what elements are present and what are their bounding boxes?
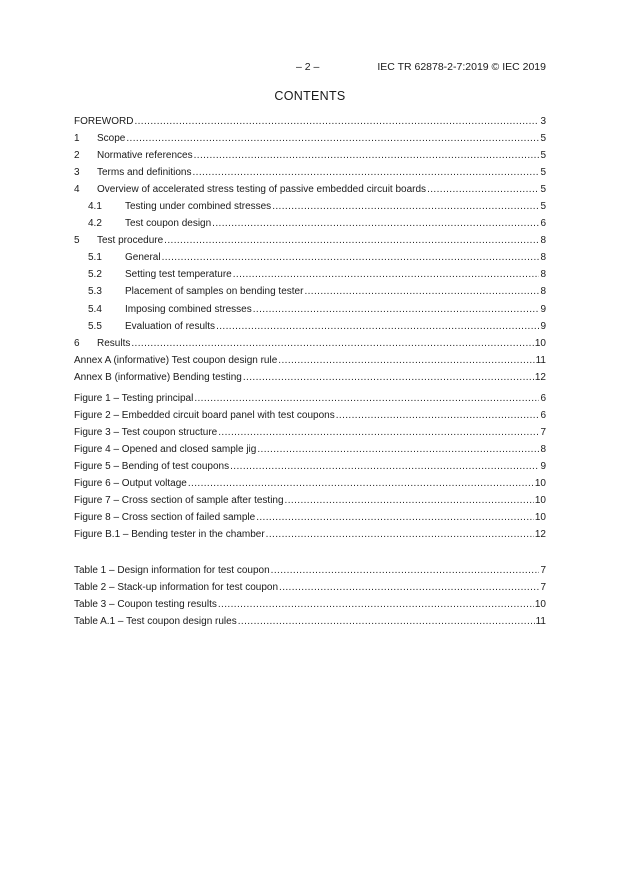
toc-entry-title: Figure 5 – Bending of test coupons	[74, 461, 230, 473]
toc-entry-page: 10	[534, 495, 546, 507]
figure-entry[interactable]	[74, 424, 546, 441]
toc-entry-title: Table 3 – Coupon testing results	[74, 599, 217, 611]
toc-entry-page: 12	[534, 529, 546, 541]
dot-leader	[238, 613, 535, 630]
toc-entry-page: 6	[540, 393, 546, 404]
toc-entry-number: 1	[74, 133, 80, 145]
dot-leader	[336, 407, 540, 424]
toc-entry-number: 5.3	[88, 286, 102, 298]
toc-entry-number: 5.5	[88, 320, 102, 332]
dot-leader	[162, 249, 540, 266]
toc-entry-title: Results	[97, 337, 131, 349]
toc-entry-page: 10	[534, 599, 546, 611]
toc-entry[interactable]	[74, 147, 546, 164]
toc-entry-number: 4	[74, 184, 80, 196]
toc-entry[interactable]	[74, 249, 546, 266]
toc-entry-page: 12	[534, 371, 546, 383]
toc-entry[interactable]	[74, 181, 546, 198]
toc-entry-number: 3	[74, 167, 80, 179]
toc-entry-page: 11	[535, 616, 546, 628]
dot-leader	[304, 283, 539, 300]
dot-leader	[278, 352, 534, 369]
figure-entry[interactable]	[74, 441, 546, 458]
figure-entry[interactable]	[74, 509, 546, 526]
toc-entry[interactable]	[74, 335, 546, 352]
dot-leader	[230, 458, 539, 475]
dot-leader	[134, 113, 539, 130]
toc-entry[interactable]	[74, 318, 546, 335]
figure-entry[interactable]	[74, 407, 546, 424]
toc-entry-number: 4.2	[88, 218, 102, 230]
dot-leader	[279, 579, 539, 596]
list-of-figures	[74, 390, 546, 543]
toc-entry-page: 9	[540, 461, 546, 473]
table-entry[interactable]	[74, 613, 546, 630]
toc-entry-title: Figure 1 – Testing principal	[74, 393, 194, 404]
toc-entry[interactable]	[74, 266, 546, 283]
toc-entry-title: Normative references	[97, 150, 193, 162]
toc-entry-title: Imposing combined stresses	[125, 303, 252, 315]
toc-entry-title: Figure 8 – Cross section of failed sample	[74, 512, 256, 524]
toc-entry-title: Testing under combined stresses	[125, 201, 272, 213]
toc-entry[interactable]	[74, 130, 546, 147]
toc-entry-title: FOREWORD	[74, 116, 134, 127]
dot-leader	[257, 441, 539, 458]
toc-entry-title: Test coupon design	[125, 218, 212, 230]
toc-entry[interactable]	[74, 369, 546, 386]
table-entry[interactable]	[74, 579, 546, 596]
figure-entry[interactable]	[74, 526, 546, 543]
dot-leader	[188, 475, 534, 492]
toc-entry-page: 10	[534, 512, 546, 524]
toc-entry-title: Table A.1 – Test coupon design rules	[74, 616, 237, 628]
toc-entry-title: Evaluation of results	[125, 320, 216, 332]
toc-entry-title: Setting test temperature	[125, 269, 232, 281]
toc-entry-title: Table 2 – Stack-up information for test coupon	[74, 582, 279, 594]
table-entry[interactable]	[74, 562, 546, 579]
toc-entry-page: 5	[540, 201, 546, 213]
dot-leader	[194, 147, 540, 164]
dot-leader	[126, 130, 539, 147]
toc-entry-page: 7	[540, 427, 546, 439]
toc-entry-page: 9	[540, 303, 546, 315]
figure-entry[interactable]	[74, 475, 546, 492]
dot-leader	[243, 369, 534, 386]
contents-title: CONTENTS	[274, 89, 346, 103]
toc-entry-page: 3	[540, 116, 546, 127]
dot-leader	[256, 509, 534, 526]
toc-entry-page: 5	[540, 184, 546, 196]
toc-entry-number: 5	[74, 235, 80, 247]
table-entry[interactable]	[74, 596, 546, 613]
toc-entry-page: 7	[540, 582, 546, 594]
dot-leader	[233, 266, 540, 283]
dot-leader	[272, 198, 539, 215]
toc-entry[interactable]	[74, 215, 546, 232]
dot-leader	[212, 215, 539, 232]
toc-entry-title: Figure 2 – Embedded circuit board panel with test coupons	[74, 410, 335, 422]
figure-entry[interactable]	[74, 390, 546, 407]
toc-entry-number: 4.1	[88, 201, 102, 213]
toc-entry-page: 8	[540, 252, 546, 264]
toc-entry-title: Annex B (informative) Bending testing	[74, 371, 242, 383]
toc-entry[interactable]	[74, 232, 546, 249]
toc-entry-number: 5.4	[88, 303, 102, 315]
figure-entry[interactable]	[74, 458, 546, 475]
toc-entry[interactable]	[74, 113, 546, 130]
toc-entry[interactable]	[74, 164, 546, 181]
toc-entry-page: 8	[540, 235, 546, 247]
toc-entry-title: Annex A (informative) Test coupon design rule	[74, 354, 278, 366]
toc-entry-page: 10	[534, 337, 546, 349]
figure-entry[interactable]	[74, 492, 546, 509]
dot-leader	[216, 318, 539, 335]
toc-entry-page: 5	[540, 167, 546, 179]
toc-entry-page: 6	[540, 218, 546, 230]
toc-entry-title: Test procedure	[97, 235, 164, 247]
dot-leader	[218, 424, 539, 441]
toc-entry-title: Figure B.1 – Bending tester in the chamber	[74, 529, 265, 541]
toc-entry-title: General	[125, 252, 161, 264]
dot-leader	[266, 526, 534, 543]
toc-entry-page: 5	[540, 150, 546, 162]
toc-entry-title: Figure 7 – Cross section of sample after testing	[74, 495, 284, 507]
toc-entry-page: 8	[540, 269, 546, 281]
dot-leader	[194, 390, 539, 407]
toc-entry-page: 6	[540, 410, 546, 422]
list-of-tables	[74, 562, 546, 630]
dot-leader	[253, 301, 540, 318]
toc-entry-page: 11	[535, 354, 546, 366]
table-of-contents	[74, 113, 546, 386]
toc-entry[interactable]	[74, 198, 546, 215]
page-header	[0, 61, 620, 75]
dot-leader	[218, 596, 534, 613]
toc-entry-page: 5	[540, 133, 546, 145]
toc-entry-number: 5.1	[88, 252, 102, 264]
toc-entry-title: Placement of samples on bending tester	[125, 286, 304, 298]
toc-entry-number: 2	[74, 150, 80, 162]
toc-entry[interactable]	[74, 301, 546, 318]
document-reference: IEC TR 62878-2-7:2019 © IEC 2019	[377, 61, 546, 73]
toc-entry-page: 7	[540, 565, 546, 576]
dot-leader	[193, 164, 540, 181]
toc-entry-title: Figure 6 – Output voltage	[74, 478, 187, 490]
dot-leader	[131, 335, 534, 352]
dot-leader	[164, 232, 539, 249]
toc-entry-title: Figure 3 – Test coupon structure	[74, 427, 218, 439]
toc-entry[interactable]	[74, 283, 546, 300]
toc-entry-title: Table 1 – Design information for test coupon	[74, 565, 270, 576]
toc-entry-page: 9	[540, 320, 546, 332]
toc-entry-title: Scope	[97, 133, 126, 145]
page-number: – 2 –	[296, 61, 320, 73]
dot-leader	[285, 492, 534, 509]
toc-entry-title: Terms and definitions	[97, 167, 192, 179]
toc-entry-page: 8	[540, 444, 546, 456]
toc-entry-number: 5.2	[88, 269, 102, 281]
toc-entry-number: 6	[74, 337, 80, 349]
toc-entry-title: Figure 4 – Opened and closed sample jig	[74, 444, 257, 456]
dot-leader	[427, 181, 539, 198]
toc-entry-page: 10	[534, 478, 546, 490]
toc-entry-title: Overview of accelerated stress testing of passive embedded circuit boards	[97, 184, 427, 196]
toc-entry[interactable]	[74, 352, 546, 369]
toc-entry-page: 8	[540, 286, 546, 298]
dot-leader	[271, 562, 540, 579]
